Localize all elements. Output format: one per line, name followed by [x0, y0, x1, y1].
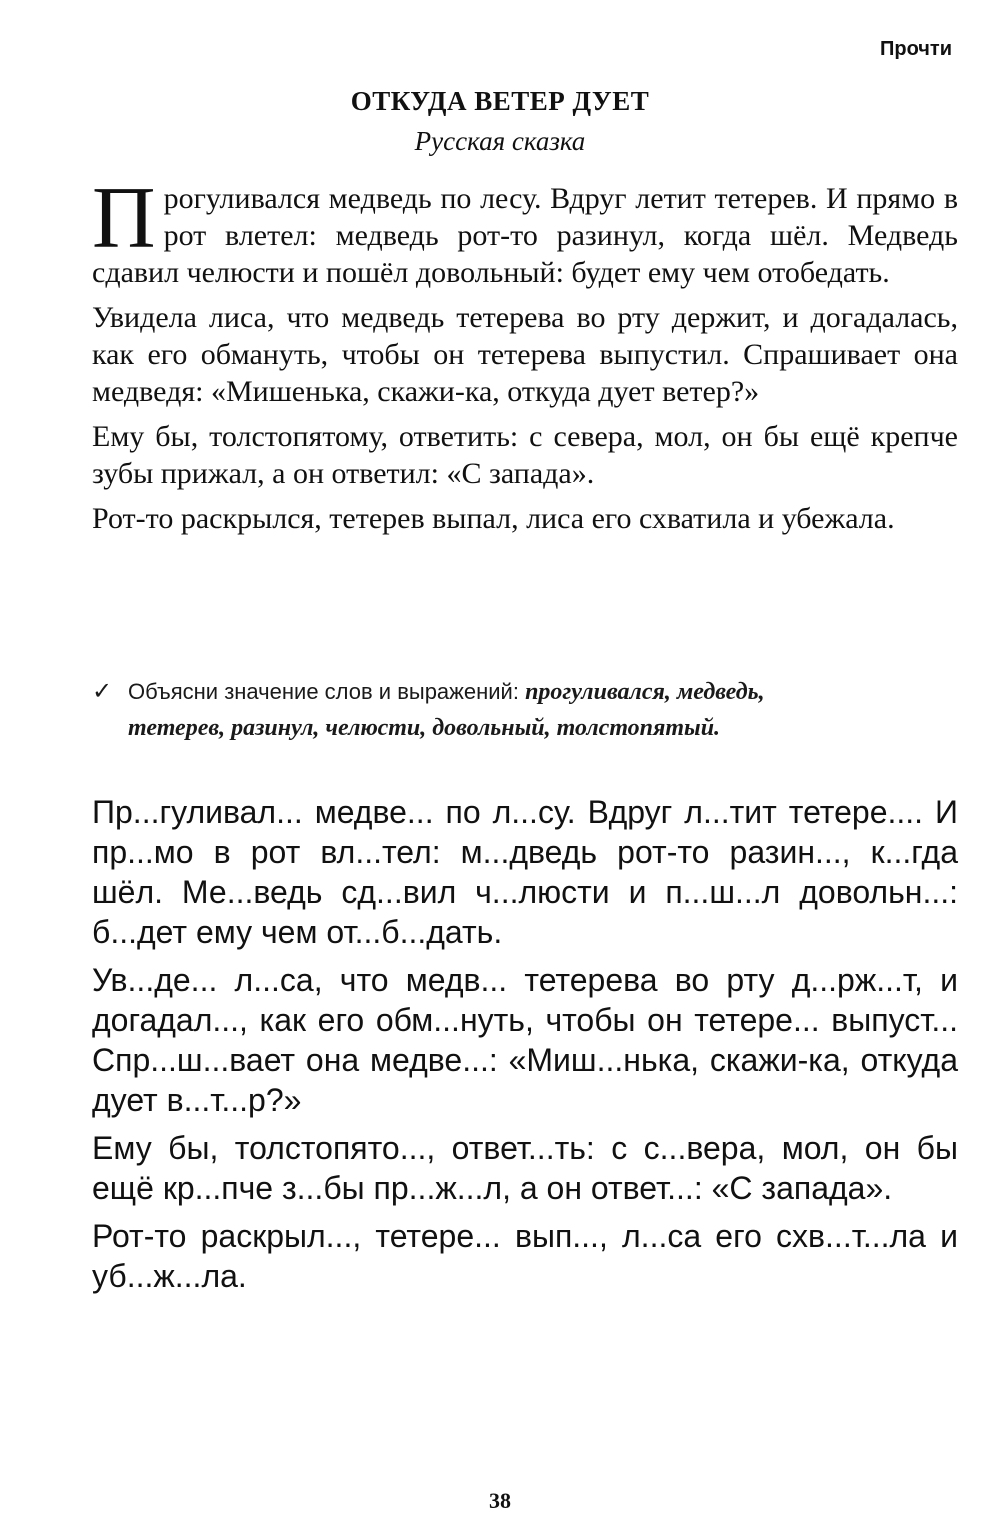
story-paragraph-4: Рот-то раскрылся, тетерев выпал, лиса его схватила и убежала.: [92, 502, 895, 535]
fill-in-exercise: [92, 792, 958, 1304]
task-line-1: [92, 674, 958, 710]
exercise-paragraph-2: Ув...де... л...са, что медв... тетерева во рту д...рж...т, и догадал..., как его обм...нуть, чтобы он тетере... выпуст... Спр...ш...вает она медве...: «Миш...нька, скажи-ка, откуда дует в...т...р?»: [92, 962, 958, 1118]
task-words-line-1: прогуливался, медведь,: [525, 679, 765, 705]
story-title: ОТКУДА ВЕТЕР ДУЕТ: [350, 86, 650, 116]
task-instruction: Объясни значение слов и выражений:: [128, 679, 519, 704]
task-line-2: [92, 710, 958, 746]
story-paragraph-1: [92, 170, 958, 291]
story-subtitle: Русская сказка: [414, 126, 586, 156]
page-number: 38: [489, 1488, 511, 1513]
exercise-paragraph-4: Рот-то раскрыл..., тетере... вып..., л...са его схв...т...ла и уб...ж...ла.: [92, 1218, 958, 1294]
story-paragraph-2: Увидела лиса, что медведь тетерева во рту держит, и догадалась, как его обмануть, чтобы он тетерева выпустил. Спрашивает она медведя: «Мишенька, скажи-ка, откуда дует ветер?»: [92, 301, 958, 408]
section-label: Прочти: [879, 38, 952, 60]
story-text: [92, 170, 958, 545]
checkmark-icon: ✓: [92, 678, 113, 705]
story-paragraph-1-text: рогуливался медведь по лесу. Вдруг летит тетерев. И прямо в рот влетел: медведь рот-то разинул, когда шёл. Медведь сдавил челюсти и пошёл довольный: будет ему чем отобедать.: [92, 182, 958, 289]
exercise-paragraph-3: Ему бы, толстопято..., ответ...ть: с с...вера, мол, он бы ещё кр...пче з...бы пр...ж...л, а он ответ...: «С запада».: [92, 1130, 958, 1206]
vocabulary-task: [92, 674, 958, 746]
task-words-line-2: тетерев, разинул, челюсти, довольный, толстопятый.: [128, 715, 721, 741]
exercise-paragraph-1: Пр...гуливал... медве... по л...су. Вдруг л...тит тетере.... И пр...мо в рот вл...тел: м...дведь рот-то разин..., к...гда шёл. Ме...ведь сд...вил ч...люсти и п...ш...л довольн...: б...дет ему чем от...б...дать.: [92, 794, 958, 950]
drop-cap: П: [92, 170, 156, 267]
story-paragraph-3: Ему бы, толстопятому, ответить: с севера, мол, он бы ещё крепче зубы прижал, а он ответил: «С запада».: [92, 420, 958, 490]
